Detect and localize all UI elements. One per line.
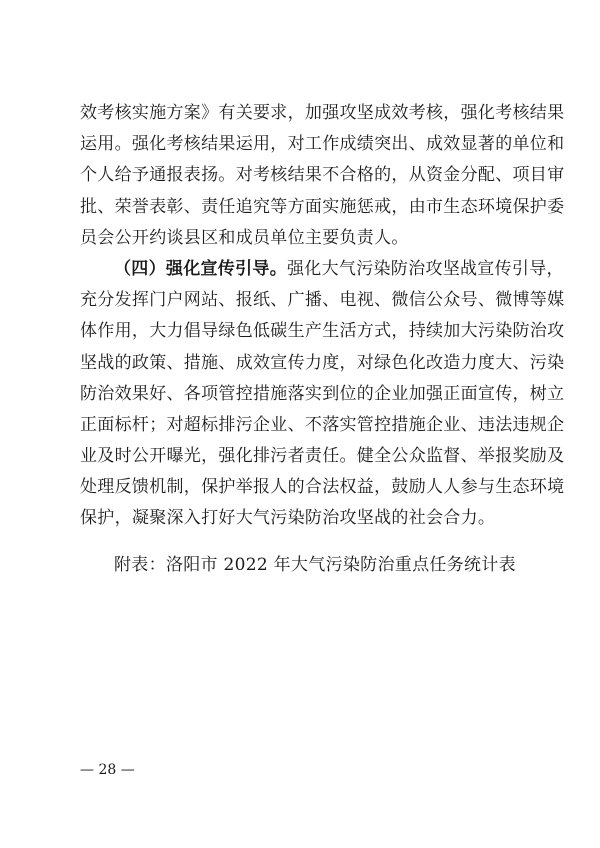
paragraph-line: 效考核实施方案》有关要求，加强攻坚成效考核，强化考核结果 bbox=[80, 103, 565, 123]
paragraph-line: 员会公开约谈县区和成员单位主要负责人。 bbox=[80, 227, 409, 248]
body-text bbox=[80, 98, 565, 535]
paragraph-line: 防治效果好、各项管控措施落实到位的企业加强正面宣传，树立 bbox=[80, 383, 565, 404]
section-first-line-text: 强化大气污染防治攻坚战宣传引导， bbox=[287, 258, 564, 279]
paragraph-line: 正面标杆；对超标排污企业、不落实管控措施企业、违法违规企 bbox=[80, 414, 565, 435]
paragraph-line: 个人给予通报表扬。对考核结果不合格的，从资金分配、项目审 bbox=[80, 165, 565, 186]
paragraph-line: 体作用，大力倡导绿色低碳生产生活方式，持续加大污染防治攻 bbox=[80, 321, 565, 342]
paragraph-line: 运用。强化考核结果运用，对工作成绩突出、成效显著的单位和 bbox=[80, 134, 565, 155]
page-number: — 28 — bbox=[80, 762, 135, 778]
paragraph-line: 处理反馈机制，保护举报人的合法权益，鼓励人人参与生态环境 bbox=[80, 477, 565, 498]
section-four-first-line bbox=[80, 254, 564, 285]
appendix-note: 附表：洛阳市 2022 年大气污染防治重点任务统计表 bbox=[114, 555, 516, 575]
paragraph-line: 坚战的政策、措施、成效宣传力度，对绿色化改造力度大、污染 bbox=[80, 352, 565, 373]
paragraph-line: 批、荣誉表彰、责任追究等方面实施惩戒，由市生态环境保护委 bbox=[80, 196, 565, 217]
paragraph-line: 充分发挥门户网站、报纸、广播、电视、微信公众号、微博等媒 bbox=[80, 290, 565, 311]
section-heading: （四）强化宣传引导。 bbox=[114, 258, 287, 279]
paragraph-line: 保护，凝聚深入打好大气污染防治攻坚战的社会合力。 bbox=[80, 508, 496, 529]
paragraph-line: 业及时公开曝光，强化排污者责任。健全公众监督、举报奖励及 bbox=[80, 446, 565, 467]
